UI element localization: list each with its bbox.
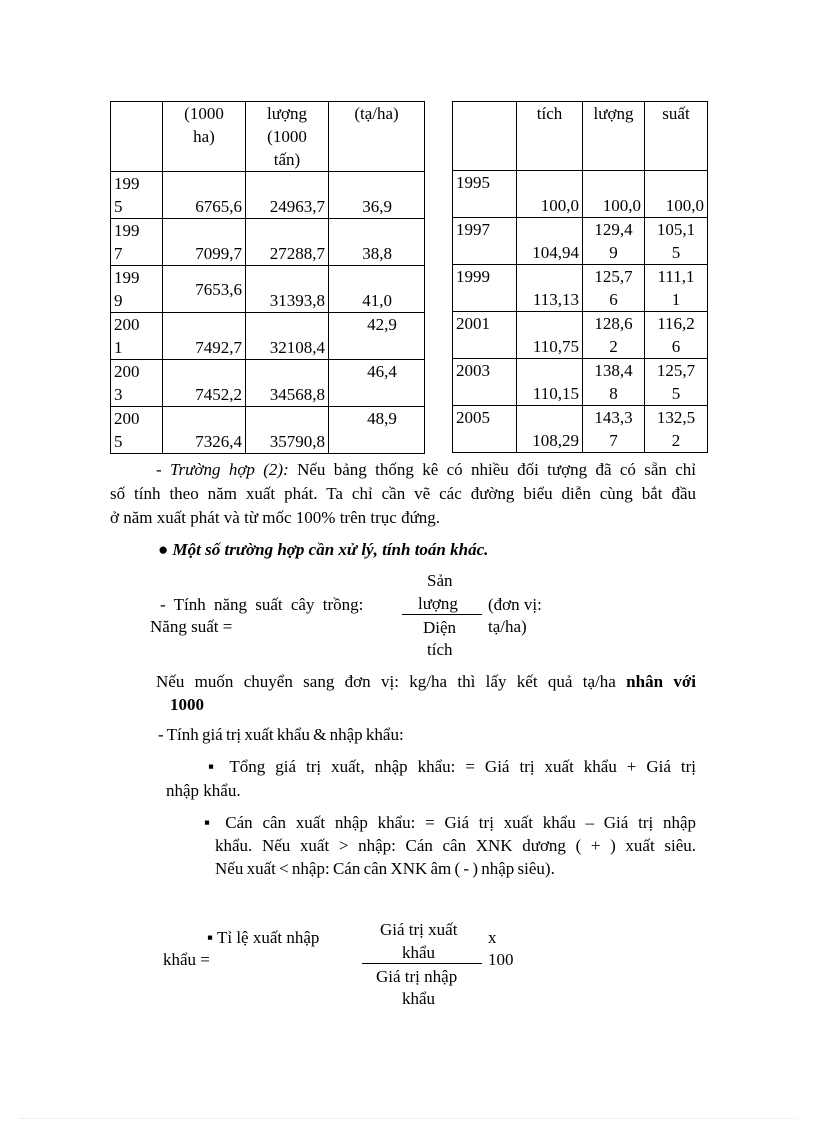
value-cell: 27288,7 [246,219,329,266]
table-left-header [111,102,425,172]
value-cell: 138,4 8 [583,359,645,406]
table-row [453,218,708,265]
kg-note-bold-2: 1000 [170,695,204,714]
year-cell: 199 9 [111,266,163,313]
value-cell: 100,0 [517,171,583,218]
value-cell: 6765,6 [163,172,246,219]
value-cell: 110,75 [517,312,583,359]
year-cell: 2003 [453,359,517,406]
value-cell: 35790,8 [246,407,329,454]
value-cell: 105,1 5 [645,218,708,265]
case2-line-1 [156,460,696,480]
kg-note-line-1 [156,672,696,692]
table-left [110,101,425,454]
table-row [111,313,425,360]
ratio-denominator-1: Giá trị nhập [376,967,458,986]
yield-intro: - Tính năng suất cây trồng: [160,595,364,614]
header-cell: lượng [583,102,645,171]
trade-balance-line-2: khẩu. Nếu xuất > nhập: Cán cân XNK dương ( + ) xuất siêu. [215,836,696,855]
value-cell: 7326,4 [163,407,246,454]
page-bottom-border [20,1118,796,1119]
header-cell: suất [645,102,708,171]
year-cell: 1999 [453,265,517,312]
table-right-header [453,102,708,171]
table-row [453,312,708,359]
header-cell [111,102,163,172]
header-cell [453,102,517,171]
ratio-numerator-1: Giá trị xuất [380,920,458,939]
value-cell: 111,1 1 [645,265,708,312]
table-row [111,219,425,266]
ratio-multiplier-1: x [488,928,497,947]
trade-balance-line-1: ▪ Cán cân xuất nhập khẩu: = Giá trị xuất khẩu – Giá trị nhập [204,813,696,832]
trade-balance-line-3: Nếu xuất < nhập: Cán cân XNK âm ( - ) nhập siêu). [215,859,555,878]
trade-title: - Tính giá trị xuất khẩu & nhập khẩu: [158,725,404,744]
ratio-multiplier-2: 100 [488,950,514,969]
table-row [453,406,708,453]
value-cell: 104,94 [517,218,583,265]
header-cell: (tạ/ha) [329,102,425,172]
case2-label: - Trường hợp (2): [156,460,289,479]
value-cell: 113,13 [517,265,583,312]
value-cell: 116,2 6 [645,312,708,359]
year-cell: 200 1 [111,313,163,360]
trade-total-line-2: nhập khẩu. [166,781,241,800]
year-cell: 200 3 [111,360,163,407]
table-right [452,101,708,453]
header-cell: (1000 ha) [163,102,246,172]
value-cell: 7492,7 [163,313,246,360]
trade-total-line-1: ▪ Tổng giá trị xuất, nhập khẩu: = Giá trị xuất khẩu + Giá trị [208,757,696,776]
header-cell: lượng (1000 tấn) [246,102,329,172]
value-cell: 7653,6 [163,266,246,313]
header-cell: tích [517,102,583,171]
year-cell: 1997 [453,218,517,265]
value-cell: 46,4 [329,360,425,407]
yield-label: Năng suất = [150,617,233,636]
value-cell: 7452,2 [163,360,246,407]
year-cell: 199 5 [111,172,163,219]
value-cell: 7099,7 [163,219,246,266]
case2-text-1: Nếu bảng thống kê có nhiều đối tượng đã có sẵn chỉ [288,460,696,479]
yield-numerator-1: Sản [427,571,453,590]
value-cell: 31393,8 [246,266,329,313]
yield-denominator-1: Diện [423,618,457,637]
table-row [111,172,425,219]
table-row [111,360,425,407]
ratio-fraction-line [362,963,482,964]
value-cell: 48,9 [329,407,425,454]
value-cell: 36,9 [329,172,425,219]
ratio-label-2: khẩu = [163,950,210,969]
yield-denominator-2: tích [427,640,453,659]
section-heading: ● Một số trường hợp cần xử lý, tính toán khác. [158,540,489,559]
kg-note-bold-1: nhân với [626,672,696,691]
ratio-label-1: ▪ Tỉ lệ xuất nhập [207,928,320,947]
table-row [111,266,425,313]
value-cell: 108,29 [517,406,583,453]
value-cell: 41,0 [329,266,425,313]
value-cell: 143,3 7 [583,406,645,453]
year-cell: 2005 [453,406,517,453]
value-cell: 100,0 [583,171,645,218]
value-cell: 100,0 [645,171,708,218]
year-cell: 199 7 [111,219,163,266]
table-row [453,171,708,218]
yield-numerator-2: lượng [418,594,458,613]
kg-note-text: Nếu muốn chuyển sang đơn vị: kg/ha thì lấy kết quả tạ/ha [156,672,616,691]
ratio-numerator-2: khẩu [402,943,436,962]
yield-unit-2: tạ/ha) [488,617,527,636]
value-cell: 125,7 5 [645,359,708,406]
value-cell: 38,8 [329,219,425,266]
value-cell: 32108,4 [246,313,329,360]
value-cell: 128,6 2 [583,312,645,359]
year-cell: 1995 [453,171,517,218]
value-cell: 129,4 9 [583,218,645,265]
value-cell: 132,5 2 [645,406,708,453]
value-cell: 125,7 6 [583,265,645,312]
case2-line-3: ở năm xuất phát và từ mốc 100% trên trục đứng. [110,508,441,527]
yield-fraction-line [402,614,482,615]
case2-line-2: số tính theo năm xuất phát. Ta chỉ cần vẽ các đường biểu diễn cùng bắt đầu [110,484,696,503]
table-row [453,359,708,406]
ratio-denominator-2: khẩu [402,989,436,1008]
year-cell: 2001 [453,312,517,359]
table-row [111,407,425,454]
value-cell: 24963,7 [246,172,329,219]
year-cell: 200 5 [111,407,163,454]
yield-unit-1: (đơn vị: [488,595,542,614]
value-cell: 34568,8 [246,360,329,407]
value-cell: 110,15 [517,359,583,406]
value-cell: 42,9 [329,313,425,360]
table-row [453,265,708,312]
